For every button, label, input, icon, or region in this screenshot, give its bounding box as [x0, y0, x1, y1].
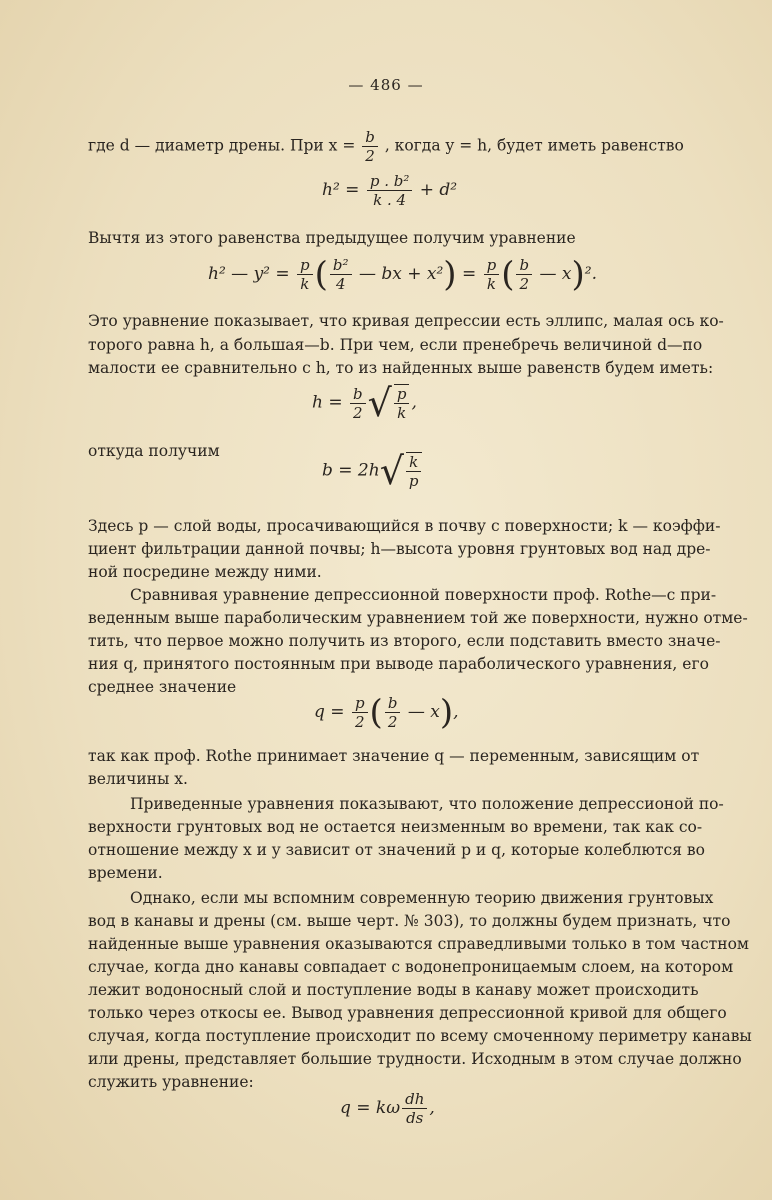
fraction: [516, 256, 532, 293]
text-line: малости ее сравнительно с h, то из найденных выше равенств будем иметь:: [88, 359, 714, 377]
text-line: циент фильтрации данной почвы; h—высота уровня грунтовых вод над дре-: [88, 540, 711, 558]
text-segment: где d — диаметр дрены. При x =: [88, 136, 356, 155]
fraction: [406, 452, 422, 490]
fraction: [394, 384, 410, 422]
sqrt-sign: √: [367, 381, 392, 425]
fraction: [385, 694, 401, 731]
text-line: верхности грунтовых вод не остается неизменным во времени, так как со-: [88, 818, 703, 836]
denominator: 4: [335, 275, 346, 293]
equation-5: [314, 694, 459, 731]
fraction: [367, 172, 413, 209]
eq-part: — x: [402, 702, 440, 722]
text-line: Сравнивая уравнение депрессионной поверхности проф. Rothe—с при-: [130, 586, 717, 604]
text-line: [88, 128, 684, 165]
paren-close: ): [571, 254, 585, 295]
page-number: — 486 —: [348, 76, 424, 94]
eq-part: h² — y² =: [208, 264, 296, 284]
text-segment: , когда y = h, будет иметь равенство: [384, 136, 684, 155]
numerator: p . b²: [367, 172, 413, 191]
numerator: p: [352, 694, 368, 713]
eq-part: ,: [429, 1098, 435, 1118]
text-line: Однако, если мы вспомним современную теорию движения грунтовых: [130, 889, 714, 907]
fraction: [402, 1090, 427, 1127]
text-line: только через откосы ее. Вывод уравнения депрессионной кривой для общего: [88, 1004, 727, 1022]
numerator: b: [516, 256, 532, 275]
text-line: лежит водоносный слой и поступление воды в канаву может происходить: [88, 981, 699, 999]
text-line: ной посредине между ними.: [88, 563, 322, 581]
text-line: случая, когда поступление происходит по всему смоченному периметру канавы: [88, 1027, 752, 1045]
paren-open: (: [369, 692, 383, 733]
denominator: k: [486, 275, 496, 293]
eq-part: — x: [534, 264, 572, 284]
equation-6: [340, 1090, 435, 1127]
equation-2: [208, 256, 597, 293]
text-line: ния q, принятого постоянным при выводе параболического уравнения, его: [88, 655, 709, 673]
fraction: [330, 256, 352, 293]
denominator: 2: [519, 275, 530, 293]
text-line: среднее значение: [88, 678, 237, 696]
eq-part: + d²: [414, 180, 458, 200]
eq-part: q = kω: [340, 1098, 401, 1118]
text-line: случае, когда дно канавы совпадает с водонепроницаемым слоем, на котором: [88, 958, 734, 976]
text-line: Приведенные уравнения показывают, что положение депрессионой по-: [130, 795, 724, 813]
numerator: b: [362, 128, 378, 147]
text-line: веденным выше параболическим уравнением той же поверхности, нужно отме-: [88, 609, 748, 627]
denominator: k: [300, 275, 310, 293]
denominator: 2: [387, 713, 398, 731]
text-line: Вычтя из этого равенства предыдущее получим уравнение: [88, 229, 576, 247]
text-line: величины x.: [88, 770, 188, 788]
fraction: [297, 256, 313, 293]
numerator: p: [484, 256, 500, 275]
paren-open: (: [501, 254, 515, 295]
paren-close: ): [443, 254, 457, 295]
text-line: тить, что первое можно получить из второго, если подставить вместо значе-: [88, 632, 721, 650]
eq-part: ².: [584, 264, 597, 284]
text-line: найденные выше уравнения оказываются справедливыми только в том частном: [88, 935, 749, 953]
numerator: p: [394, 385, 410, 404]
eq-part: h² =: [322, 180, 365, 200]
text-line: так как проф. Rothe принимает значение q — переменным, зависящим от: [88, 747, 700, 765]
text-line: вод в канавы и дрены (см. выше черт. № 303), то должны будем признать, что: [88, 912, 731, 930]
denominator: ds: [406, 1109, 424, 1127]
equation-4: [322, 449, 424, 493]
eq-part: b = 2h: [322, 460, 380, 481]
numerator: k: [406, 453, 421, 472]
eq-part: h =: [312, 392, 349, 413]
paren-close: ): [439, 692, 454, 733]
text-line: торого равна h, а большая—b. При чем, если пренебречь величиной d—по: [88, 336, 703, 354]
denominator: 2: [354, 713, 365, 731]
denominator: k: [397, 404, 407, 422]
eq-part: ,: [411, 392, 417, 413]
text-line: времени.: [88, 864, 163, 882]
paren-open: (: [314, 254, 328, 295]
text-line: отношение между x и y зависит от значений p и q, которые колеблются во: [88, 841, 705, 859]
eq-part: — bx + x²: [353, 264, 444, 284]
text-line: откуда получим: [88, 442, 220, 460]
text-line: служить уравнение:: [88, 1073, 254, 1091]
equation-3: [312, 381, 417, 425]
sqrt-sign: √: [379, 449, 404, 493]
denominator: 2: [353, 403, 363, 422]
numerator: dh: [402, 1090, 427, 1109]
numerator: b²: [330, 256, 352, 275]
eq-part: =: [456, 264, 482, 284]
numerator: p: [297, 256, 313, 275]
text-line: Это уравнение показывает, что кривая депрессии есть эллипс, малая ось ко-: [88, 312, 724, 330]
fraction: [350, 385, 366, 422]
fraction: [352, 694, 368, 731]
equation-1: [322, 172, 457, 209]
eq-part: q =: [314, 702, 350, 722]
denominator: 2: [365, 147, 375, 165]
denominator: k . 4: [373, 191, 407, 209]
denominator: p: [408, 472, 419, 490]
eq-part: ,: [453, 702, 459, 722]
numerator: b: [350, 385, 366, 404]
text-line: Здесь p — слой воды, просачивающийся в почву с поверхности; k — коэффи-: [88, 517, 721, 535]
fraction: [362, 128, 378, 165]
text-line: или дрены, представляет большие трудности. Исходным в этом случае должно: [88, 1050, 742, 1068]
numerator: b: [385, 694, 401, 713]
fraction: [484, 256, 500, 293]
